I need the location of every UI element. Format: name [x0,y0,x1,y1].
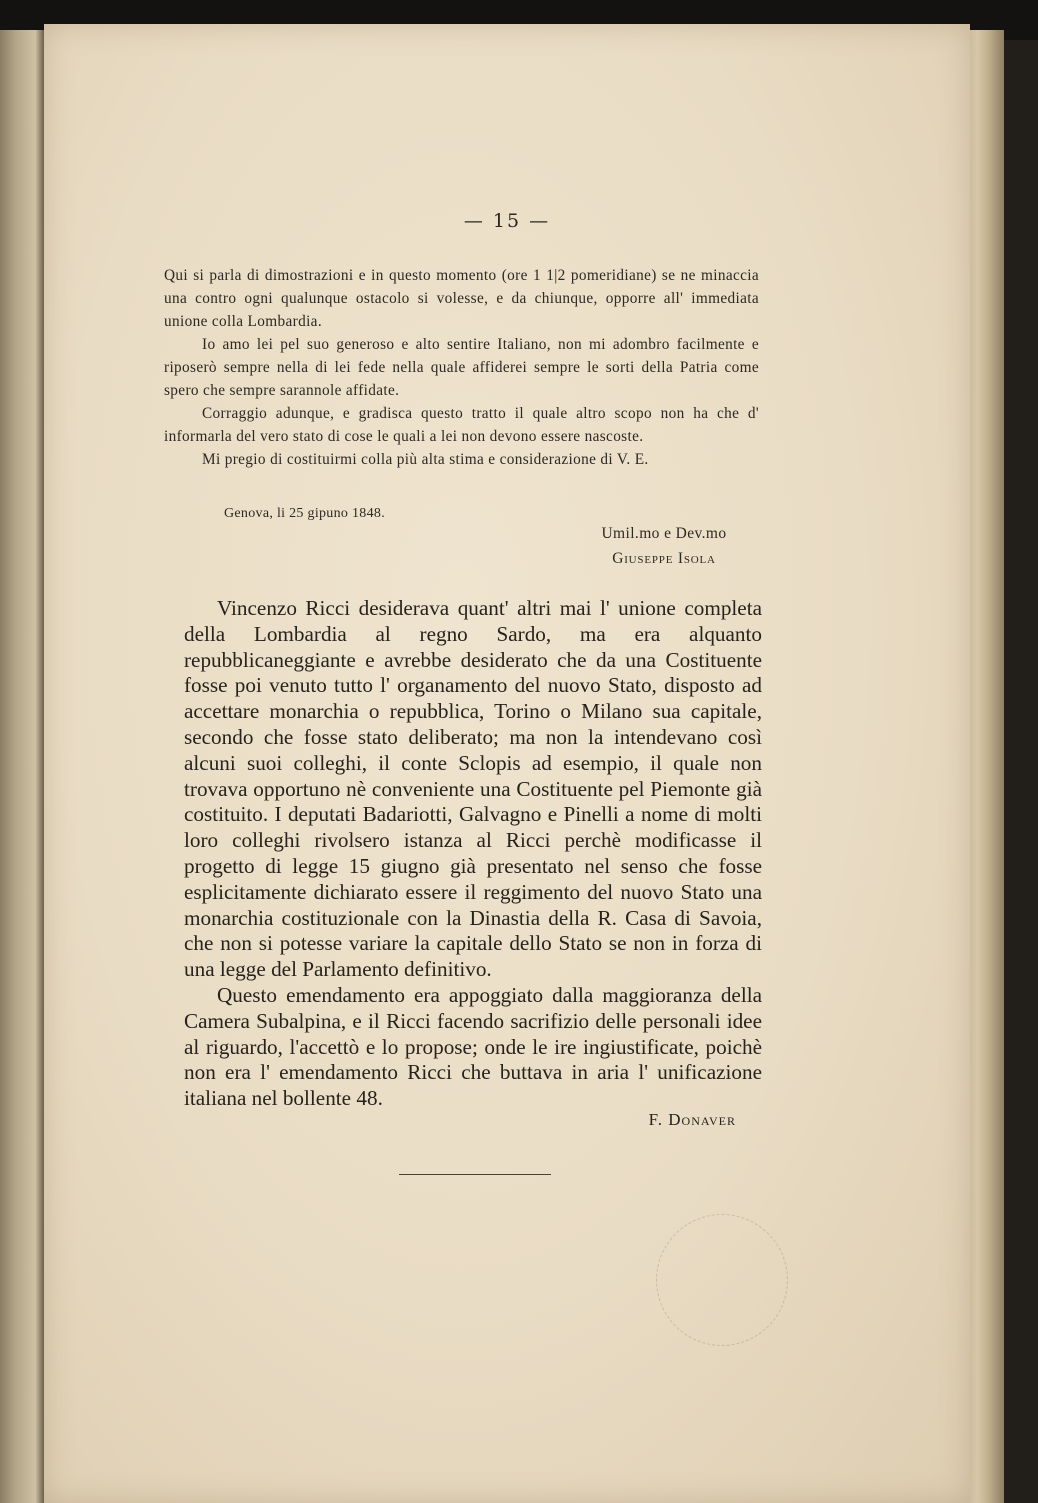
page-number: — 15 — [463,210,551,232]
main-text [184,596,762,1112]
author-signature: F. Donaver [648,1110,736,1129]
letter-dateline: Genova, li 25 gipuno 1848. [224,506,386,521]
letter-paragraph: Io amo lei pel suo generoso e alto sentire Italiano, non mi adombro facilmente e riposerò sempre nella di lei fede nella quale affiderei sempre le sorti della Patria come spero che sempre sarannole affidate. [164,336,759,399]
faint-library-stamp [656,1214,788,1346]
letter-closing [564,521,764,571]
body-paragraph: Vincenzo Ricci desiderava quant' altri mai l' unione completa della Lombardia al regno Sardo, ma era alquanto repubblicaneggiante e avrebbe desiderato che da una Costituente fosse poi venuto tutto l' organamento del nuovo Stato, disposto ad accettare monarchia o repubblica, Torino o Milano sua capitale, secondo che fosse stato deliberato; ma non la intendevano così alcuni suoi colleghi, il conte Sclopis ad esempio, il quale non trovava opportuno nè conveniente una Costituente pel Piemonte già costituito. I deputati Badariotti, Galvagno e Pinelli a nome di molti loro colleghi rivolsero istanza al Ricci perchè modificasse il progetto di legge 15 giugno già presentato nel senso che fosse esplicitamente dichiarato essere il reggimento del nuovo Stato una monarchia costituzionale con la Dinastia della R. Casa di Savoia, che non si potesse variare la capitale dello Stato se non in forza di una legge del Parlamento definitivo. [184,596,762,982]
page-stack-edge [966,30,1004,1503]
closing-formula: Umil.mo e Dev.mo [601,525,727,542]
letter-signature: Giuseppe Isola [612,550,716,567]
section-divider [399,1174,551,1175]
letter-paragraph: Corraggio adunque, e gradisca questo tratto il quale altro scopo non ha che d' informarla del vero stato di cose le quali a lei non devono essere nascoste. [164,405,759,445]
letter-paragraph: Mi pregio di costituirmi colla più alta stima e considerazione di V. E. [202,451,649,468]
book-page [44,24,970,1503]
adjacent-page-edge [0,30,44,1503]
letter-paragraph: Qui si parla di dimostrazioni e in questo momento (ore 1 1|2 pomeridiane) se ne minaccia una contro ogni qualunque ostacolo si volesse, e da chiunque, opporre all' immediata unione colla Lombardia. [164,267,759,330]
quoted-letter [164,264,759,471]
body-paragraph: Questo emendamento era appoggiato dalla maggioranza della Camera Subalpina, e il Ricci facendo sacrifizio delle personali idee al riguardo, l'accettò e lo propose; onde le ire ingiustificate, poichè non era l' emendamento Ricci che buttava in aria l' unificazione italiana nel bollente 48. [184,982,762,1111]
book-cover-edge [1004,40,1038,1503]
